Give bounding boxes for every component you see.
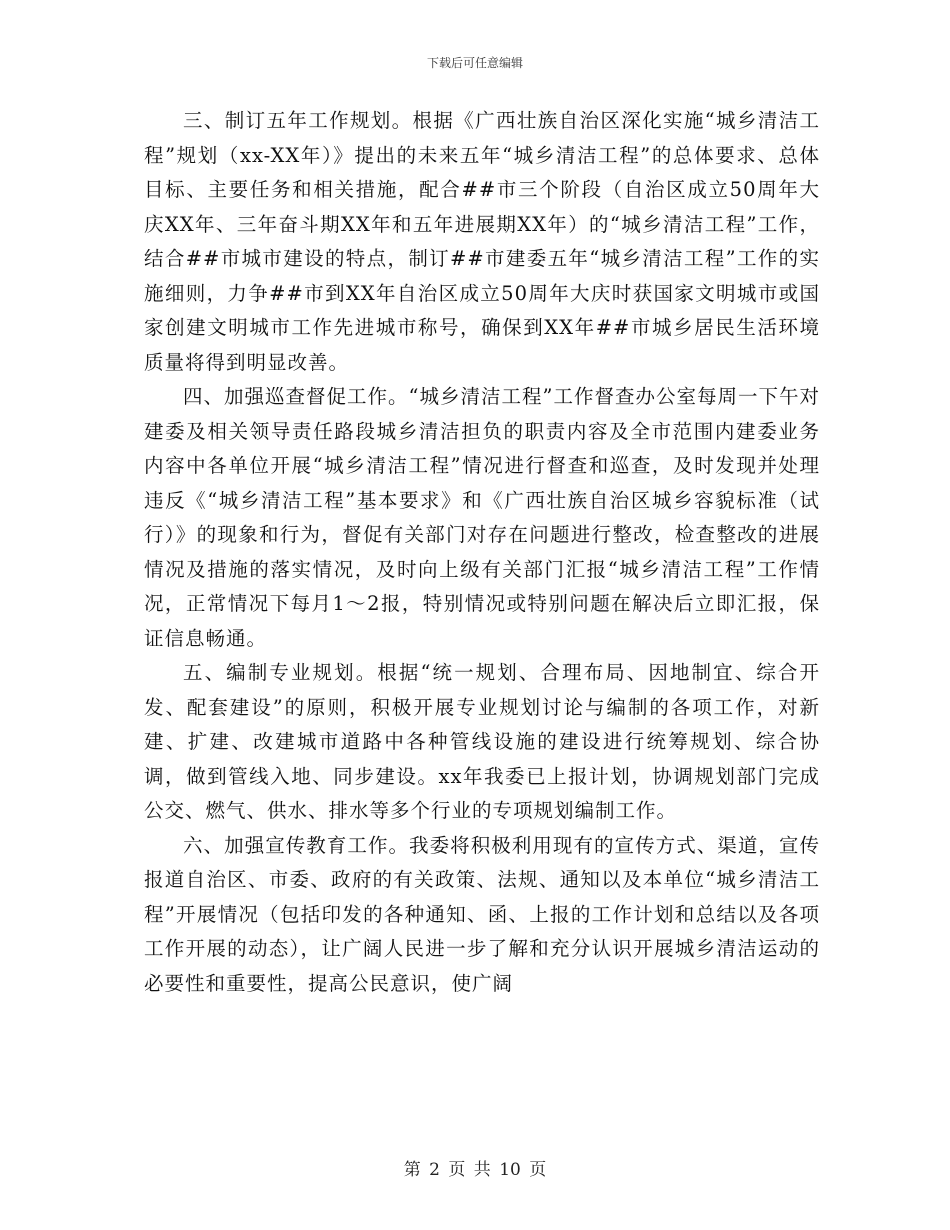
paragraph-planning: 三、制订五年工作规划。根据《广西壮族自治区深化实施“城乡清洁工程”规划（xx-XX年）》提出的未来五年“城乡清洁工程”的总体要求、总体目标、主要任务和相关措施，配合##市三个阶段（自治区成立50周年大庆XX年、三年奋斗期XX年和五年进展期XX年）的“城乡清洁工程”工作，结合##市城市建设的特点，制订##市建委五年“城乡清洁工程”工作的实施细则，力争##市到XX年自治区成立50周年大庆时获国家文明城市或国家创建文明城市工作先进城市称号，确保到XX年##市城乡居民生活环境质量将得到明显改善。	[144, 109, 820, 374]
paragraph-professional-planning: 五、编制专业规划。根据“统一规划、合理布局、因地制宜、综合开发、配套建设”的原则，积极开展专业规划讨论与编制的各项工作，对新建、扩建、改建城市道路中各种管线设施的建设进行统筹规划、综合协调，做到管线入地、同步建设。xx年我委已上报计划，协调规划部门完成公交、燃气、供水、排水等多个行业的专项规划编制工作。	[144, 661, 820, 822]
paragraph-inspection: 四、加强巡查督促工作。“城乡清洁工程”工作督查办公室每周一下午对建委及相关领导责任路段城乡清洁担负的职责内容及全市范围内建委业务内容中各单位开展“城乡清洁工程”情况进行督查和巡查，及时发现并处理违反《“城乡清洁工程”基本要求》和《广西壮族自治区城乡容貌标准（试行）》的现象和行为，督促有关部门对存在问题进行整改，检查整改的进展情况及措施的落实情况，及时向上级有关部门汇报“城乡清洁工程”工作情况，正常情况下每月1～2报，特别情况或特别问题在解决后立即汇报，保证信息畅通。	[144, 385, 820, 650]
header-note: 下载后可任意编辑	[426, 56, 523, 70]
paragraph-publicity: 六、加强宣传教育工作。我委将积极利用现有的宣传方式、渠道，宣传报道自治区、市委、政府的有关政策、法规、通知以及本单位“城乡清洁工程”开展情况（包括印发的各种通知、函、上报的工作计划和总结以及各项工作开展的动态），让广阔人民进一步了解和充分认识开展城乡清洁运动的必要性和重要性，提高公民意识，使广阔	[144, 833, 820, 995]
document-body	[144, 104, 820, 1001]
page-number: 第 2 页 共 10 页	[403, 1160, 547, 1180]
